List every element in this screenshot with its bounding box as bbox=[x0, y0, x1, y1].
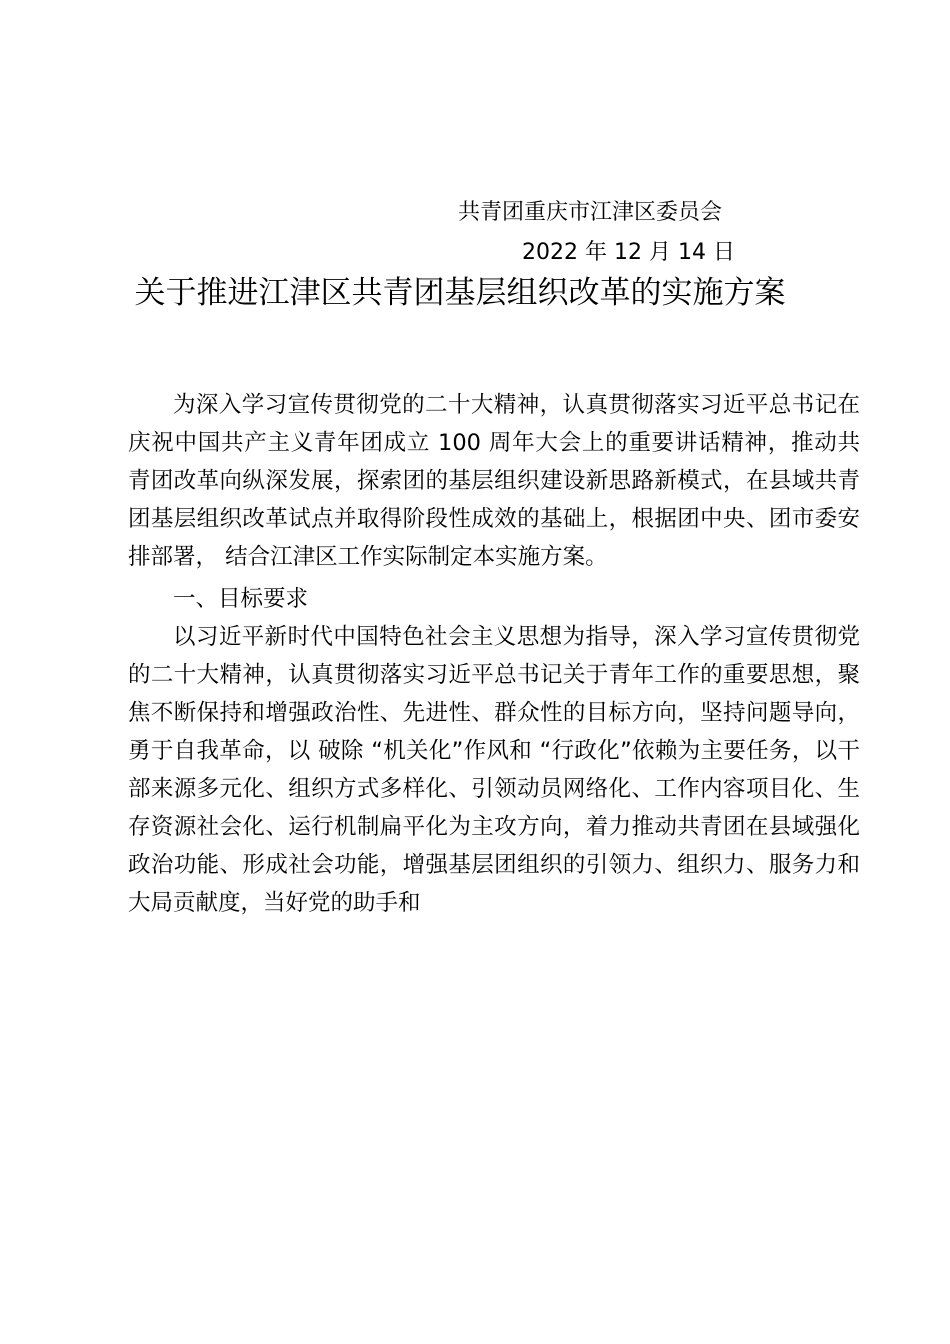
document-body bbox=[128, 386, 860, 922]
issuer-name: 共青团重庆市江津区委员会 bbox=[458, 200, 723, 225]
section-body-goals: 以习近平新时代中国特色社会主义思想为指导，深入学习宣传贯彻党的二十大精神，认真贯彻落实习近平总书记关于青年工作的重要思想，聚焦不断保持和增强政治性、先进性、群众性的目标方向，坚持问题导向，勇于自我革命，以 破除 “机关化”作风和 “行政化”依赖为主要任务，以干部来源多元化、组织方式多样化、引领动员网络化、工作内容项目化、生存资源社会化、运行机制扁平化为主攻方向，着力推动共青团在县域强化政治功能、形成社会功能，增强基层团组织的引领力、组织力、服务力和大局贡献度，当好党的助手和 bbox=[128, 624, 860, 916]
section-heading-goals: 一、目标要求 bbox=[173, 586, 309, 612]
document-title: 关于推进江津区共青团基层组织改革的实施方案 bbox=[134, 275, 786, 311]
issue-date: 2022 年 12 月 14 日 bbox=[522, 240, 735, 265]
intro-paragraph: 为深入学习宣传贯彻党的二十大精神，认真贯彻落实习近平总书记在庆祝中国共产主义青年团成立 100 周年大会上的重要讲话精神，推动共青团改革向纵深发展，探索团的基层组织建设新思路新模式，在县域共青团基层组织改革试点并取得阶段性成效的基础上，根据团中央、团市委安排部署， 结合江津区工作实际制定本实施方案。 bbox=[128, 392, 860, 570]
